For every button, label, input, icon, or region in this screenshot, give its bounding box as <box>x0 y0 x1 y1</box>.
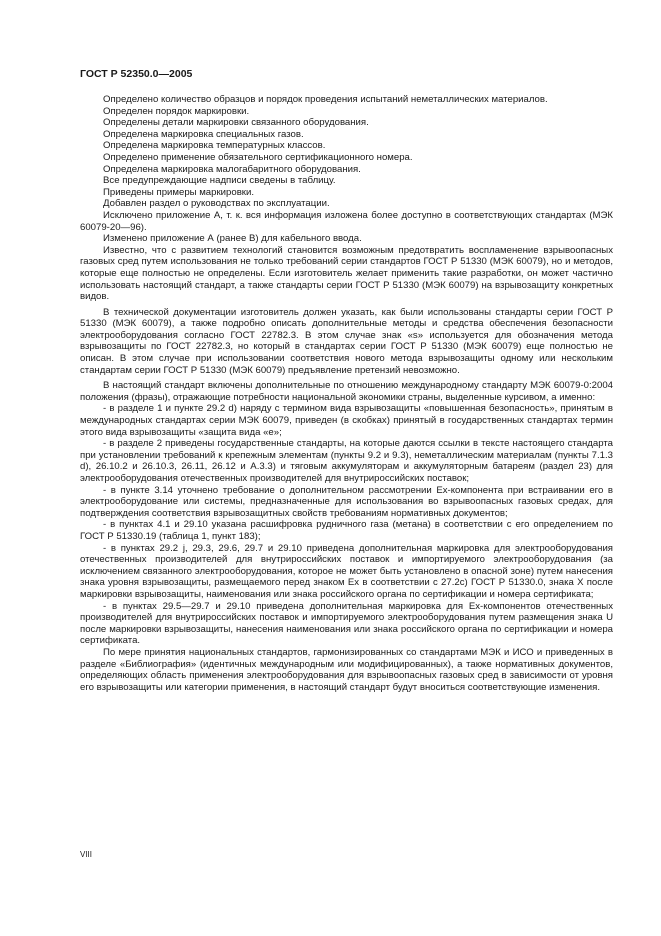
paragraph: Известно, что с развитием технологий становится возможным предотвратить воспламенение взрывоопасных газовых сред путем использования не только требований серии стандартов ГОСТ Р 51330 (МЭК 60079), но и методов, которые еще полностью не определены. Если изготовитель желает применить такие разработки, он может частично использовать настоящий стандарт, а также стандарты серии ГОСТ Р 51330 (МЭК 60079) на взрывозащиту конкретных видов. <box>80 244 613 303</box>
paragraph: Добавлен раздел о руководствах по эксплуатации. <box>103 198 330 210</box>
list-item: - в пунктах 4.1 и 29.10 указана расшифровка рудничного газа (метана) в соответствии с его определением по ГОСТ Р 51330.19 (таблица 1, пункт 183); <box>80 519 613 542</box>
list-item: - в пунктах 29.2 j, 29.3, 29.6, 29.7 и 29.10 приведена дополнительная маркировка для электрооборудования отечественных производителей для внутрироссийских поставок и импортируемого электрооборудования (за исключением связанного электрооборудования, которое не может быть установлено в опасной зоне) путем нанесения знака уровня взрывозащиты, размещаемого перед знаком Ex в соответствии с 27.2с) ГОСТ Р 51330.0, знака Х после маркировки взрывозащиты, наименования или знака российского органа по сертификации и номера сертификата; <box>80 542 613 600</box>
document-header: ГОСТ Р 52350.0—2005 <box>80 68 193 80</box>
paragraph: Приведены примеры маркировки. <box>103 186 255 198</box>
paragraph: Все предупреждающие надписи сведены в таблицу. <box>103 175 336 187</box>
paragraph: Определены детали маркировки связанного оборудования. <box>103 117 369 129</box>
paragraph: Определена маркировка специальных газов. <box>103 128 304 140</box>
document-body <box>80 94 613 693</box>
paragraph: Определено количество образцов и порядок проведения испытаний неметаллических материалов. <box>103 94 548 105</box>
paragraph: В настоящий стандарт включены дополнительные по отношению международному стандарту МЭК 60079-0:2004 положения (фразы), отражающие потребности национальной экономики страны, выделенные курсивом, а именно: <box>80 380 613 403</box>
paragraph: По мере принятия национальных стандартов, гармонизированных со стандартами МЭК и ИСО и приведенных в разделе «Библиография» (идентичных международным или модифицированных), а также нормативных документов, определяющих область применения электрооборудования для взрывоопасных газовых сред в зависимости от уровня его взрывозащиты или категории применения, в настоящий стандарт будут вноситься соответствующие изменения. <box>80 646 613 693</box>
list-item: - в пунктах 29.5—29.7 и 29.10 приведена дополнительная маркировка для Ex-компонентов отечественных производителей для внутрироссийских поставок и импортируемого электрооборудования путем размещения знака U после маркировки взрывозащиты, нанесения наименования или знака российского органа по сертификации и номера сертификата. <box>80 600 613 647</box>
paragraph: Определена маркировка температурных классов. <box>103 140 326 152</box>
list-item: - в разделе 2 приведены государственные стандарты, на которые даются ссылки в тексте настоящего стандарта при установлении требований к крепежным элементам (пункты 9.2 и 9.3), неметаллическим материалам (пункты 7.1.3 d), 26.10.2 и 26.10.3, 26.11, 26.12 и А.3.3) и тяговым аккумуляторам и аккумуляторным батареям (раздел 23) для электрооборудования отечественных производителей для внутрироссийских поставок; <box>80 438 613 484</box>
list-item: - в разделе 1 и пункте 29.2 d) наряду с термином вида взрывозащиты «повышенная безопасность», принятым в международных стандартах серии МЭК 60079, приведен (в скобках) принятый в государственных стандартах термин этого вида взрывозащиты «защита вида «е»; <box>80 403 613 438</box>
paragraph: Определено применение обязательного сертификационного номера. <box>103 151 413 163</box>
paragraph: Определен порядок маркировки. <box>103 105 250 117</box>
paragraph: Исключено приложение А, т. к. вся информация изложена более доступно в соответствующих стандартах (МЭК 60079-20—96). <box>80 209 613 233</box>
paragraph: Изменено приложение А (ранее В) для кабельного ввода. <box>103 233 362 245</box>
list-item: - в пункте 3.14 уточнено требование о дополнительном рассмотрении Ex-компонента при встраивании его в электрооборудование или системы, предназначенные для использования во взрывоопасных газовых средах, для подтверждения соответствия взрывозащитных свойств требованиям нормативных документов; <box>80 484 613 519</box>
page-number: VIII <box>80 850 93 859</box>
paragraph: Определена маркировка малогабаритного оборудования. <box>103 163 361 175</box>
paragraph: В технической документации изготовитель должен указать, как были использованы стандарты серии ГОСТ Р 51330 (МЭК 60079), а также подробно описать дополнительные методы и средства обеспечения безопасности электрооборудования согласно ГОСТ 22782.3. В этом случае знак «s» используется для обозначения метода взрывозащиты по ГОСТ 22782.3, но который в стандартах серии ГОСТ Р 51330 (МЭК 60079) еще полностью не описан. В этом случае при использовании соответствия нового метода взрывозащиты одному или нескольким стандартам серии ГОСТ Р 51330 (МЭК 60079) предъявление претензий невозможно. <box>80 306 613 376</box>
